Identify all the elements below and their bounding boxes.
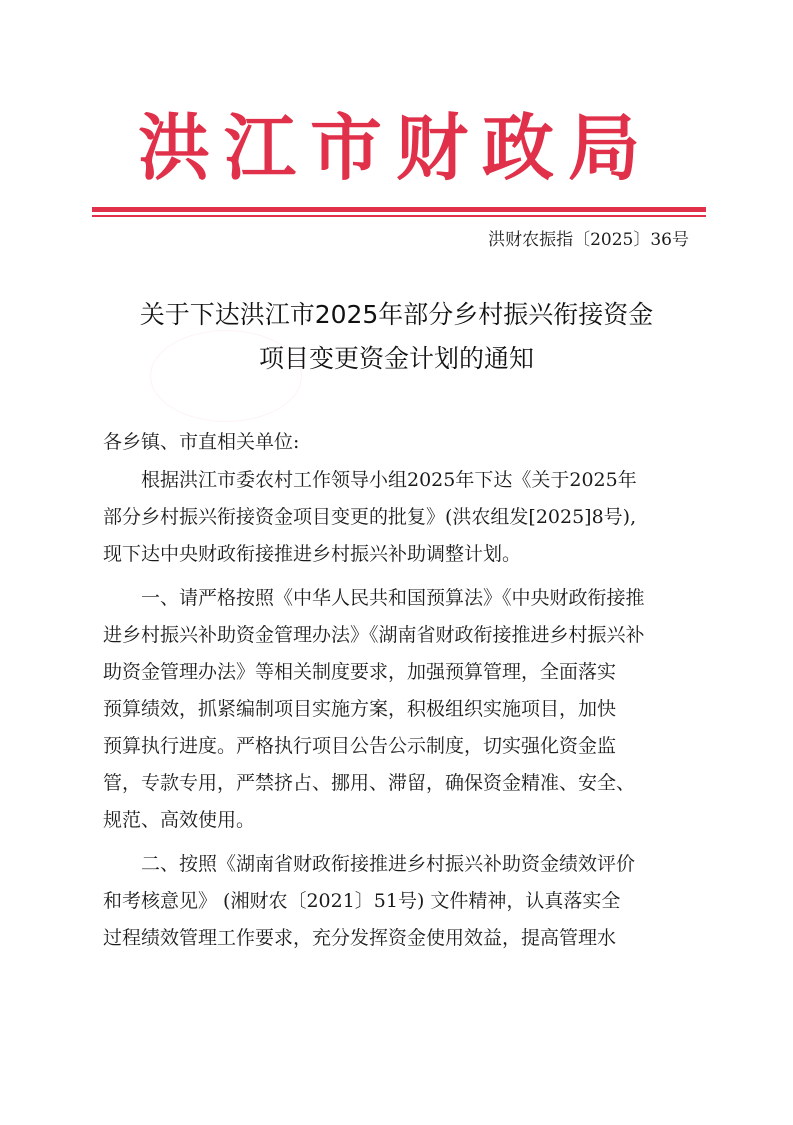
header-red-rule — [92, 207, 706, 212]
document-title — [80, 293, 713, 381]
paragraph-line: 预算执行进度。严格执行项目公告公示制度，切实强化资金监 — [103, 735, 617, 757]
paragraph-line: 根据洪江市委农村工作领导小组2025年下达《关于2025年 — [141, 469, 637, 491]
paragraph-line: 二、按照《湖南省财政衔接推进乡村振兴补助资金绩效评价 — [141, 853, 636, 875]
paragraph-line: 进乡村振兴补助资金管理办法》《湖南省财政衔接推进乡村振兴补 — [103, 624, 645, 646]
agency-header-title: 洪江市财政局 — [137, 105, 654, 190]
paragraph-line: 一、请严格按照《中华人民共和国预算法》《中央财政衔接推 — [141, 587, 645, 609]
document-number: 洪财农振指〔2025〕36号 — [488, 230, 689, 250]
document-body — [103, 424, 701, 964]
header-red-rule-thin — [92, 215, 706, 217]
paragraph-line: 预算绩效，抓紧编制项目实施方案，积极组织实施项目，加快 — [103, 698, 617, 720]
title-line-1: 关于下达洪江市2025年部分乡村振兴衔接资金 — [139, 300, 654, 329]
title-line-2: 项目变更资金计划的通知 — [258, 344, 534, 373]
paragraph-line: 管，专款专用，严禁挤占、挪用、滞留，确保资金精准、安全、 — [103, 772, 636, 794]
paragraph-line: 规范、高效使用。 — [103, 809, 256, 831]
paragraph-line: 部分乡村振兴衔接资金项目变更的批复》(洪农组发[2025]8号), — [103, 506, 637, 528]
paragraph-intro — [103, 462, 701, 573]
paragraph-line: 和考核意见》 (湘财农〔2021〕51号) 文件精神，认真落实全 — [103, 890, 621, 912]
paragraph-item-2 — [103, 846, 701, 957]
paragraph-line: 助资金管理办法》等相关制度要求，加强预算管理，全面落实 — [103, 661, 617, 683]
salutation: 各乡镇、市直相关单位: — [103, 431, 300, 453]
paragraph-line: 过程绩效管理工作要求，充分发挥资金使用效益，提高管理水 — [103, 927, 617, 949]
paragraph-line: 现下达中央财政衔接推进乡村振兴补助调整计划。 — [103, 543, 522, 565]
paragraph-item-1 — [103, 580, 701, 839]
